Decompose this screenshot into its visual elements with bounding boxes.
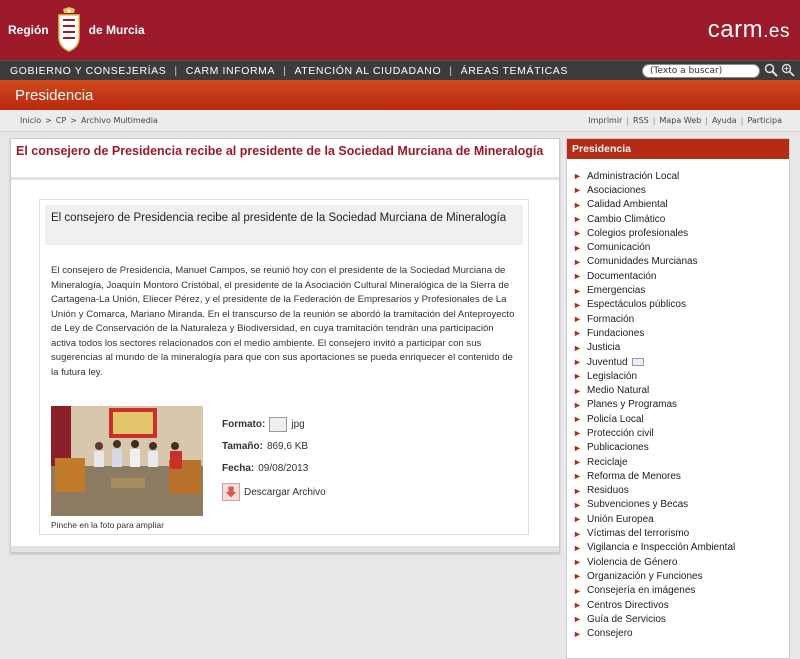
photo-caption: Pinche en la foto para ampliar (51, 520, 164, 530)
nav-atencion[interactable]: ATENCIÓN AL CIUDADANO (294, 65, 442, 77)
sidebar-item[interactable]: ► Consejero (573, 628, 633, 640)
bullet-icon: ► (573, 185, 582, 196)
bullet-icon: ► (573, 285, 582, 296)
bullet-icon: ► (573, 271, 582, 282)
section-band (0, 80, 800, 110)
site-header (0, 0, 800, 60)
content-footer-bar (11, 546, 559, 552)
sidebar-item[interactable]: ► Reforma de Menores (573, 470, 681, 482)
search-input[interactable]: (Texto a buscar) (642, 64, 760, 78)
bullet-icon: ► (573, 614, 582, 625)
carm-logo[interactable] (708, 16, 790, 44)
nav-separator: | (174, 65, 178, 77)
rss-link[interactable]: RSS (633, 116, 649, 125)
participa-link[interactable]: Participa (747, 116, 782, 125)
region-logo[interactable] (8, 6, 145, 54)
bullet-icon: ► (573, 299, 582, 310)
bullet-icon: ► (573, 328, 582, 339)
bullet-icon: ► (573, 528, 582, 539)
section-title: Presidencia (15, 87, 94, 104)
sidebar-item[interactable]: ► Subvenciones y Becas (573, 499, 689, 511)
sidebar-item[interactable]: ► Cambio Climático (573, 213, 666, 225)
bullet-icon: ► (573, 385, 582, 396)
sidebar-item[interactable]: ► Organización y Funciones (573, 570, 703, 582)
sidebar-item[interactable]: ► Asociaciones (573, 184, 646, 196)
sidebar-menu (573, 169, 735, 641)
carm-logo-ext: .es (763, 21, 790, 42)
sidebar-item[interactable]: ► Reciclaje (573, 456, 628, 468)
nav-carm-informa[interactable]: CARM INFORMA (185, 65, 276, 77)
article-body: El consejero de Presidencia, Manuel Campos, se reunió hoy con el presidente de la Sociedad Murciana de Mineralogía, Joaquín Montoro Cristóbal, el presidente de la Asociación Cultural Mineralógica de la Sierra de Cartagena-La Unión, Eliecer Pérez, y el presidente de la Federación de Empresarios y Profesionales de La Unión y Comarca, Mariano Miranda. En el transcurso de la reunión se abordó la tramitación del Anteproyecto de Ley de Conservación de la Naturaleza y Biodiversidad, en cuya tramitación tendrán una participación activa todos los sectores relacionados con el medio ambiente. El consejero invitó a participar con sus sugerencias al mundo de la mineralogía para que con sus aportaciones se pueda enriquecer el contenido de la futura ley. (51, 265, 515, 378)
bullet-icon: ► (573, 199, 582, 210)
bullet-icon: ► (573, 542, 582, 553)
bullet-icon: ► (573, 585, 582, 596)
sidebar-item[interactable]: ► Centros Directivos (573, 599, 669, 611)
article-photo[interactable] (51, 406, 203, 516)
breadcrumb-sep: > (70, 116, 77, 125)
bullet-icon: ► (573, 499, 582, 510)
sidebar-item[interactable]: ► Planes y Programas (573, 399, 678, 411)
article-title: El consejero de Presidencia recibe al presidente de la Sociedad Murciana de Mineralogía (45, 205, 523, 245)
bullet-icon: ► (573, 371, 582, 382)
sidebar-item[interactable]: ► Guía de Servicios (573, 613, 666, 625)
size-label: Tamaño: (222, 440, 263, 452)
mapa-web-link[interactable]: Mapa Web (659, 116, 702, 125)
sidebar-item[interactable]: ► Residuos (573, 485, 629, 497)
sidebar-item[interactable]: ► Medio Natural (573, 385, 650, 397)
bullet-icon: ► (573, 442, 582, 453)
bullet-icon: ► (573, 214, 582, 225)
sidebar-item[interactable]: ► Documentación (573, 270, 657, 282)
bullet-icon: ► (573, 171, 582, 182)
sidebar-title: Presidencia (567, 139, 789, 159)
sidebar (566, 138, 790, 659)
main-content (10, 138, 560, 553)
coat-of-arms-icon (55, 7, 83, 53)
ayuda-link[interactable]: Ayuda (711, 116, 737, 125)
nav-areas[interactable]: ÁREAS TEMÁTICAS (460, 65, 569, 77)
breadcrumb-sep: > (45, 116, 52, 125)
sidebar-item[interactable]: ► Calidad Ambiental (573, 199, 668, 211)
format-value: jpg (291, 418, 305, 430)
sidebar-item[interactable]: ► Consejería en imágenes (573, 585, 696, 597)
sidebar-item[interactable]: ► Protección civil (573, 427, 654, 439)
advanced-search-icon[interactable] (781, 63, 795, 77)
region-word2: de Murcia (88, 23, 145, 37)
bullet-icon: ► (573, 314, 582, 325)
sidebar-item[interactable]: ► Publicaciones (573, 442, 649, 454)
download-icon (222, 483, 240, 501)
bullet-icon: ► (573, 514, 582, 525)
nav-separator: | (283, 65, 287, 77)
sidebar-item[interactable]: ► Comunidades Murcianas (573, 256, 698, 268)
title-divider (11, 177, 559, 180)
sidebar-item[interactable]: ► Vigilancia e Inspección Ambiental (573, 542, 736, 554)
search-icon[interactable] (764, 63, 778, 77)
sidebar-item[interactable]: ► Fundaciones (573, 327, 645, 339)
bullet-icon: ► (573, 457, 582, 468)
main-nav (0, 60, 800, 80)
article-card (39, 199, 529, 535)
bullet-icon: ► (573, 414, 582, 425)
bullet-icon: ► (573, 228, 582, 239)
image-file-icon (269, 417, 287, 432)
sidebar-item[interactable]: ► Unión Europea (573, 513, 654, 525)
bullet-icon: ► (573, 357, 582, 367)
bullet-icon: ► (573, 256, 582, 267)
breadcrumb-cp[interactable]: CP (55, 116, 67, 125)
date-label: Fecha: (222, 462, 255, 474)
carm-logo-main: carm (707, 16, 764, 43)
size-value: 869,6 KB (266, 440, 309, 452)
bullet-icon: ► (573, 399, 582, 410)
breadcrumb (20, 116, 162, 125)
sidebar-item[interactable]: ► Colegios profesionales (573, 227, 689, 239)
sidebar-item[interactable]: ► Policía Local (573, 413, 644, 425)
bullet-icon: ► (573, 600, 582, 611)
sidebar-item[interactable]: ► Juventud (573, 355, 735, 369)
breadcrumb-inicio[interactable]: Inicio (20, 116, 42, 125)
sidebar-item[interactable]: ► Emergencias (573, 285, 646, 297)
format-label: Formato: (222, 418, 266, 430)
sidebar-item[interactable]: ► Administración Local (573, 170, 680, 182)
bullet-icon: ► (573, 557, 582, 568)
date-value: 09/08/2013 (258, 462, 309, 474)
region-word1: Región (8, 23, 49, 37)
bullet-icon: ► (573, 571, 582, 582)
imprimir-link[interactable]: Imprimir (588, 116, 623, 125)
sidebar-item[interactable]: ► Formación (573, 313, 635, 325)
utility-links: Imprimir | RSS | Mapa Web | Ayuda | Participa (588, 116, 782, 125)
bullet-icon: ► (573, 628, 582, 639)
download-label: Descargar Archivo (244, 486, 326, 498)
sidebar-item[interactable]: ► Justicia (573, 342, 621, 354)
sidebar-item[interactable]: ► Legislación (573, 370, 638, 382)
bullet-icon: ► (573, 428, 582, 439)
sidebar-item[interactable]: ► Violencia de Género (573, 556, 678, 568)
bullet-icon: ► (573, 485, 582, 496)
breadcrumb-bar (0, 110, 800, 132)
sidebar-item[interactable]: ► Espectáculos públicos (573, 299, 686, 311)
page-title: El consejero de Presidencia recibe al presidente de la Sociedad Murciana de Mineralogía (16, 144, 544, 158)
sidebar-item[interactable]: ► Víctimas del terrorismo (573, 528, 690, 540)
sidebar-item[interactable]: ► Comunicación (573, 242, 651, 254)
bullet-icon: ► (573, 242, 582, 253)
nav-separator: | (449, 65, 453, 77)
breadcrumb-current: Archivo Multimedia (81, 116, 158, 125)
nav-gobierno[interactable]: GOBIERNO Y CONSEJERÍAS (10, 65, 167, 77)
download-link[interactable] (222, 483, 326, 501)
bullet-icon: ► (573, 471, 582, 482)
newsletter-icon (632, 358, 644, 366)
file-metadata (222, 414, 326, 501)
bullet-icon: ► (573, 342, 582, 353)
